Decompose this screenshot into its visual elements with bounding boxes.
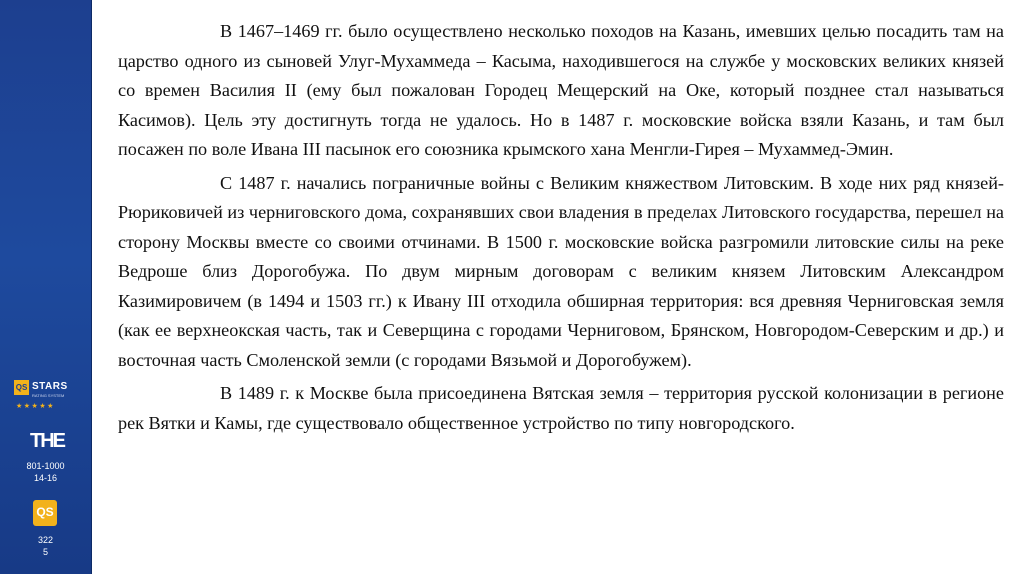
qs-ranking: [0, 534, 91, 558]
paragraph-3: В 1489 г. к Москве была присоединена Вятская земля – территория русской колонизации в регионе рек Вятки и Камы, где существовало общественное устройство по типу новгородского.: [118, 383, 1004, 433]
the-rank-line2: 14-16: [33, 473, 58, 483]
the-ranking: [0, 460, 91, 484]
qs-rank-line1: 322: [37, 535, 54, 545]
qs-stars-label: STARS: [32, 381, 68, 392]
qs-stars-logo: [14, 380, 76, 414]
qs-logo: QS: [33, 500, 57, 526]
the-rank-line1: 801-1000: [26, 461, 65, 471]
sidebar: [0, 0, 92, 574]
the-logo: THE: [30, 430, 64, 452]
qs-stars-badge: QS: [14, 380, 29, 395]
qs-stars-sublabel: RATING SYSTEM: [32, 393, 65, 398]
paragraph-2: С 1487 г. начались пограничные войны с Великим княжеством Литовским. В ходе них ряд князей-Рюриковичей из черниговского дома, сохранявших свои владения в пределах Литовского государства, перешел на сторону Москвы вместе со своими отчинами. В 1500 г. московские войска разгромили литовские силы на реке Ведроше близ Дорогобужа. По двум мирным договорам с великим князем Литовским Александром Казимировичем (в 1494 и 1503 гг.) к Ивану III отходила обширная территория: вся древняя Черниговская земля (как ее верхнеокская часть, так и Северщина с городами Черниговом, Брянском, Новгородом-Северским и др.) и восточная часть Смоленской земли (с городами Вязьмой и Дорогобужем).: [118, 172, 1004, 370]
star-rating-icon: ★★★★★: [16, 402, 55, 410]
qs-rank-line2: 5: [42, 547, 48, 557]
paragraph-1: В 1467–1469 гг. было осуществлено несколько походов на Казань, имевших целью посадить там на царство одного из сыновей Улуг-Мухаммеда – Касыма, находившегося на службе у московских великих князей со времен Василия II (ему был пожалован Городец Мещерский на Оке, который позднее стал называться Касимов). Цель эту достигнуть тогда не удалось. Но в 1487 г. московские войска взяли Казань, и там был посажен по воле Ивана III пасынок его союзника крымского хана Менгли-Гирея – Мухаммед-Эмин.: [118, 21, 1004, 159]
document-body: [118, 17, 1004, 442]
